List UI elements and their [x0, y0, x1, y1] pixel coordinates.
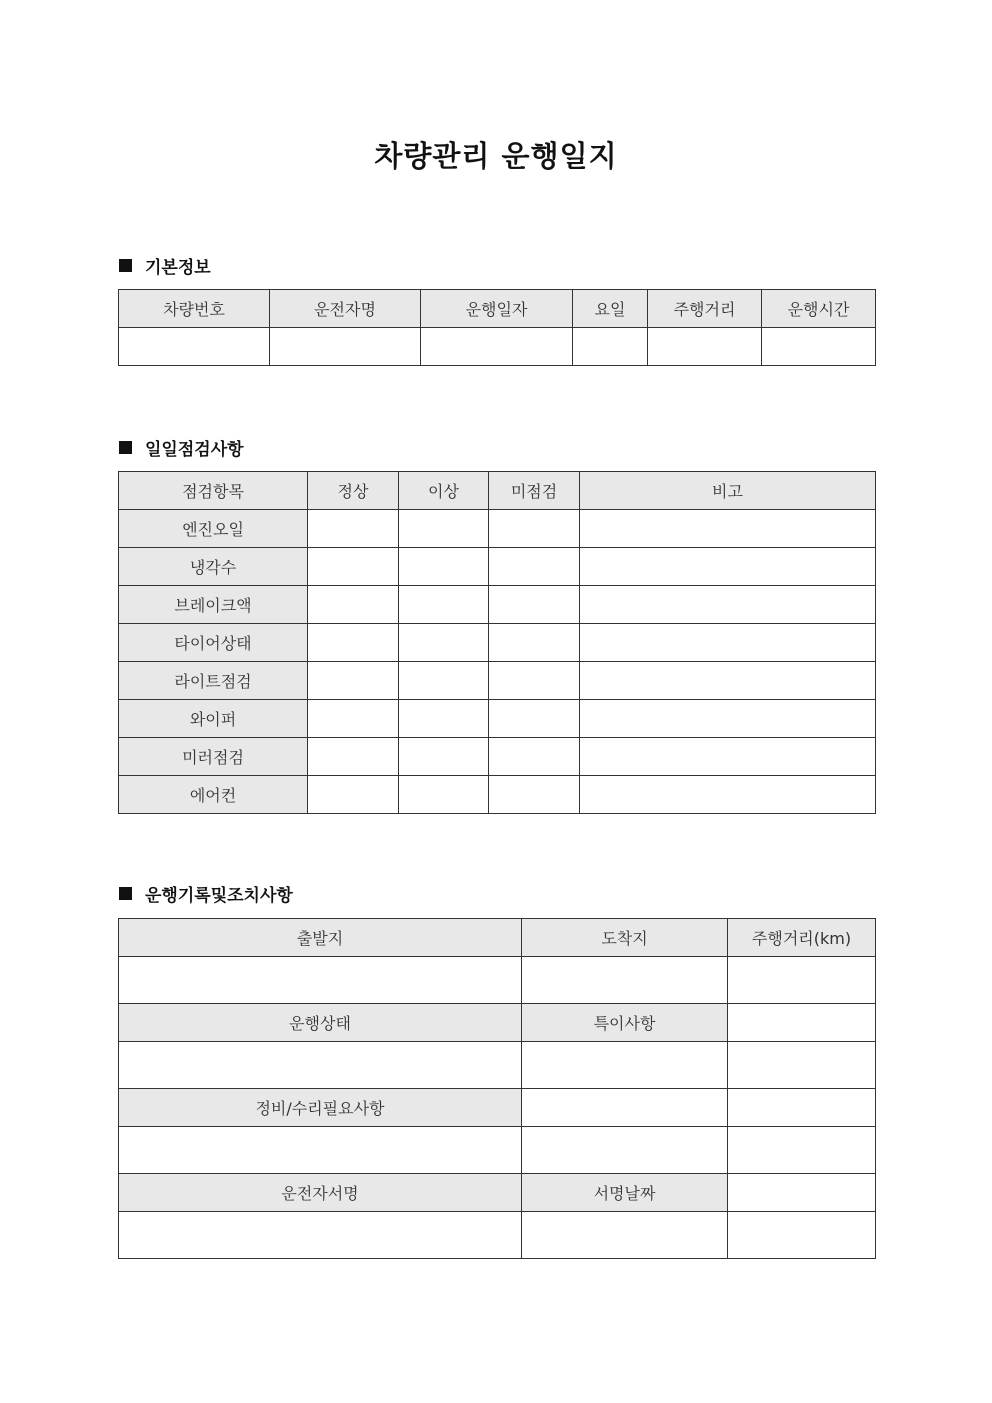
operation-record-table — [118, 918, 876, 1259]
check-item-label: 브레이크액 — [119, 586, 308, 624]
column-header-driver-name: 운전자명 — [270, 290, 421, 328]
table-row — [119, 1042, 876, 1089]
column-header-distance: 주행거리 — [648, 290, 762, 328]
remarks-cell[interactable] — [580, 624, 876, 662]
column-header-operation-time: 운행시간 — [762, 290, 876, 328]
remarks-cell[interactable] — [580, 548, 876, 586]
distance-cell[interactable] — [648, 328, 762, 366]
vehicle-number-cell[interactable] — [119, 328, 270, 366]
column-header-operation-date: 운행일자 — [421, 290, 573, 328]
check-item-label: 타이어상태 — [119, 624, 308, 662]
table-row — [119, 738, 876, 776]
empty-cell[interactable] — [522, 1089, 728, 1127]
square-bullet-icon — [119, 887, 132, 900]
check-item-label: 와이퍼 — [119, 700, 308, 738]
check-item-label: 라이트점검 — [119, 662, 308, 700]
distance-km-header: 주행거리(km) — [728, 919, 876, 957]
column-header-remarks: 비고 — [580, 472, 876, 510]
table-row — [119, 1212, 876, 1259]
table-header-row — [119, 1004, 876, 1042]
section-heading-daily-check — [119, 436, 244, 458]
section-heading-label: 일일점검사항 — [145, 439, 244, 460]
table-header-row — [119, 1089, 876, 1127]
empty-cell[interactable] — [728, 1089, 876, 1127]
check-item-label: 냉각수 — [119, 548, 308, 586]
normal-cell[interactable] — [308, 776, 399, 814]
abnormal-cell[interactable] — [399, 738, 489, 776]
operation-date-cell[interactable] — [421, 328, 573, 366]
special-notes-cell[interactable] — [522, 1042, 728, 1089]
remarks-cell[interactable] — [580, 776, 876, 814]
distance-km-cell[interactable] — [728, 957, 876, 1004]
table-header-row — [119, 290, 876, 328]
special-notes-header: 특이사항 — [522, 1004, 728, 1042]
table-row — [119, 586, 876, 624]
maintenance-needs-cell[interactable] — [119, 1127, 522, 1174]
normal-cell[interactable] — [308, 662, 399, 700]
empty-cell[interactable] — [728, 1212, 876, 1259]
abnormal-cell[interactable] — [399, 624, 489, 662]
table-header-row — [119, 1174, 876, 1212]
table-row — [119, 662, 876, 700]
section-heading-label: 운행기록및조치사항 — [145, 885, 293, 906]
abnormal-cell[interactable] — [399, 586, 489, 624]
arrival-cell[interactable] — [522, 957, 728, 1004]
normal-cell[interactable] — [308, 510, 399, 548]
empty-cell[interactable] — [728, 1004, 876, 1042]
empty-cell[interactable] — [728, 1127, 876, 1174]
maintenance-needs-header: 정비/수리필요사항 — [119, 1089, 522, 1127]
basic-info-table — [118, 289, 876, 366]
remarks-cell[interactable] — [580, 700, 876, 738]
normal-cell[interactable] — [308, 700, 399, 738]
normal-cell[interactable] — [308, 738, 399, 776]
column-header-unchecked: 미점검 — [489, 472, 580, 510]
section-heading-basic-info — [119, 254, 211, 276]
table-header-row — [119, 472, 876, 510]
column-header-vehicle-number: 차량번호 — [119, 290, 270, 328]
departure-cell[interactable] — [119, 957, 522, 1004]
table-row — [119, 328, 876, 366]
column-header-check-item: 점검항목 — [119, 472, 308, 510]
unchecked-cell[interactable] — [489, 624, 580, 662]
column-header-abnormal: 이상 — [399, 472, 489, 510]
section-heading-label: 기본정보 — [145, 257, 211, 278]
unchecked-cell[interactable] — [489, 776, 580, 814]
table-row — [119, 700, 876, 738]
empty-cell[interactable] — [728, 1042, 876, 1089]
signature-date-header: 서명날짜 — [522, 1174, 728, 1212]
remarks-cell[interactable] — [580, 586, 876, 624]
normal-cell[interactable] — [308, 548, 399, 586]
operation-status-header: 운행상태 — [119, 1004, 522, 1042]
section-heading-operation-record — [119, 882, 293, 904]
weekday-cell[interactable] — [573, 328, 648, 366]
departure-header: 출발지 — [119, 919, 522, 957]
abnormal-cell[interactable] — [399, 548, 489, 586]
remarks-cell[interactable] — [580, 662, 876, 700]
check-item-label: 엔진오일 — [119, 510, 308, 548]
normal-cell[interactable] — [308, 624, 399, 662]
driver-signature-header: 운전자서명 — [119, 1174, 522, 1212]
square-bullet-icon — [119, 259, 132, 272]
daily-check-table — [118, 471, 876, 814]
abnormal-cell[interactable] — [399, 662, 489, 700]
page-title: 차량관리 운행일지 — [374, 139, 618, 173]
abnormal-cell[interactable] — [399, 776, 489, 814]
square-bullet-icon — [119, 441, 132, 454]
unchecked-cell[interactable] — [489, 548, 580, 586]
operation-time-cell[interactable] — [762, 328, 876, 366]
table-row — [119, 957, 876, 1004]
signature-date-cell[interactable] — [522, 1212, 728, 1259]
remarks-cell[interactable] — [580, 738, 876, 776]
unchecked-cell[interactable] — [489, 586, 580, 624]
arrival-header: 도착지 — [522, 919, 728, 957]
normal-cell[interactable] — [308, 586, 399, 624]
remarks-cell[interactable] — [580, 510, 876, 548]
table-row — [119, 776, 876, 814]
table-row — [119, 624, 876, 662]
operation-status-cell[interactable] — [119, 1042, 522, 1089]
table-row — [119, 510, 876, 548]
unchecked-cell[interactable] — [489, 662, 580, 700]
empty-cell[interactable] — [522, 1127, 728, 1174]
abnormal-cell[interactable] — [399, 510, 489, 548]
column-header-normal: 정상 — [308, 472, 399, 510]
check-item-label: 미러점검 — [119, 738, 308, 776]
table-row — [119, 1127, 876, 1174]
table-header-row — [119, 919, 876, 957]
unchecked-cell[interactable] — [489, 700, 580, 738]
driver-signature-cell[interactable] — [119, 1212, 522, 1259]
check-item-label: 에어컨 — [119, 776, 308, 814]
unchecked-cell[interactable] — [489, 738, 580, 776]
table-row — [119, 548, 876, 586]
unchecked-cell[interactable] — [489, 510, 580, 548]
abnormal-cell[interactable] — [399, 700, 489, 738]
driver-name-cell[interactable] — [270, 328, 421, 366]
empty-cell[interactable] — [728, 1174, 876, 1212]
column-header-weekday: 요일 — [573, 290, 648, 328]
